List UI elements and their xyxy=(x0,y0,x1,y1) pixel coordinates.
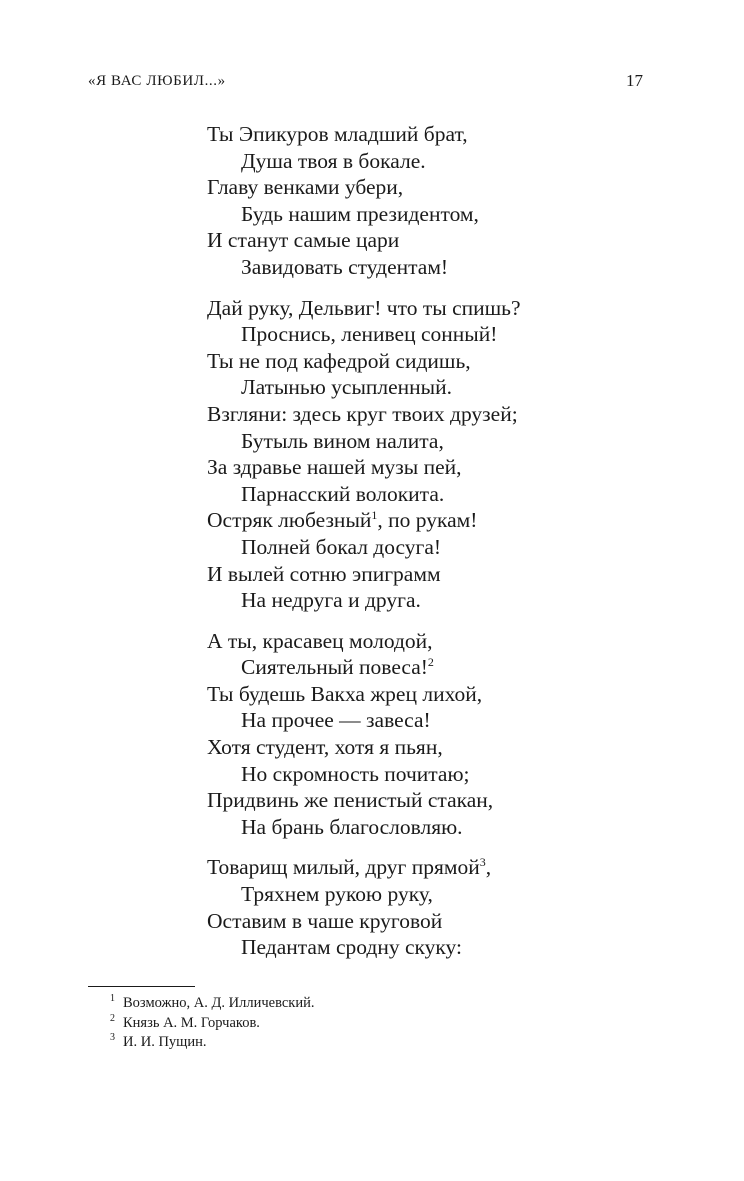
stanza-1 xyxy=(207,121,667,281)
footnote-1 xyxy=(110,994,314,1014)
stanza-2 xyxy=(207,295,667,614)
verse-line: На прочее — завеса! xyxy=(241,708,431,733)
footnote-mark: 3 xyxy=(110,1032,115,1044)
footnote-ref-1[interactable]: 1 xyxy=(371,508,378,523)
verse-line xyxy=(207,854,667,881)
verse-line: Придвинь же пенистый стакан, xyxy=(207,788,494,813)
verse-line: Завидовать студентам! xyxy=(241,254,449,279)
verse-line: Ты будешь Вакха жрец лихой, xyxy=(207,681,483,706)
footnote-text: Князь А. М. Горчаков. xyxy=(123,1014,260,1031)
footnote-text: И. И. Пущин. xyxy=(123,1034,207,1050)
verse-text: , по рукам! xyxy=(377,508,478,533)
poem xyxy=(207,121,667,975)
verse-line xyxy=(207,507,667,534)
verse-line: Душа твоя в бокале. xyxy=(241,148,426,173)
verse-line xyxy=(207,654,667,681)
stanza-3 xyxy=(207,628,667,841)
verse-line: Дай руку, Дельвиг! что ты спишь? xyxy=(207,295,521,320)
verse-text: Сиятельный повеса! xyxy=(241,655,428,680)
running-head: «Я ВАС ЛЮБИЛ...» xyxy=(88,73,226,89)
verse-line: Бутыль вином налита, xyxy=(241,428,444,453)
footnotes xyxy=(110,994,314,1053)
verse-text: , xyxy=(485,855,492,880)
verse-line: Полней бокал досуга! xyxy=(241,534,442,559)
page-number: 17 xyxy=(626,71,643,90)
verse-line: Хотя студент, хотя я пьян, xyxy=(207,735,443,760)
verse-line: А ты, красавец молодой, xyxy=(207,628,433,653)
footnote-2 xyxy=(110,1014,314,1034)
footnote-mark: 2 xyxy=(110,1012,115,1024)
verse-text: Товарищ милый, друг прямой xyxy=(207,855,480,880)
footnote-text: Возможно, А. Д. Илличевский. xyxy=(123,995,315,1011)
verse-line: Педантам сродну скуку: xyxy=(241,935,462,960)
footnote-divider xyxy=(88,986,195,987)
footnote-ref-2[interactable]: 2 xyxy=(427,655,434,670)
verse-line: И станут самые цари xyxy=(207,228,400,253)
footnote-3 xyxy=(110,1033,314,1053)
verse-line: Латынью усыпленный. xyxy=(241,375,453,400)
verse-line: Ты не под кафедрой сидишь, xyxy=(207,348,471,373)
verse-text: Остряк любезный xyxy=(207,508,372,533)
verse-line: На брань благословляю. xyxy=(241,814,463,839)
verse-line: Но скромность почитаю; xyxy=(241,761,470,786)
stanza-4 xyxy=(207,854,667,960)
footnote-mark: 1 xyxy=(110,993,115,1005)
verse-line: Тряхнем рукою руку, xyxy=(241,882,433,907)
verse-line: На недруга и друга. xyxy=(241,588,421,613)
verse-line: Проснись, ленивец сонный! xyxy=(241,322,498,347)
verse-line: За здравье нашей музы пей, xyxy=(207,455,462,480)
footnote-ref-3[interactable]: 3 xyxy=(479,855,486,870)
verse-line: Главу венками убери, xyxy=(207,175,404,200)
verse-line: Ты Эпикуров младший брат, xyxy=(207,122,468,146)
verse-line: И вылей сотню эпиграмм xyxy=(207,561,441,586)
verse-line: Парнасский волокита. xyxy=(241,481,445,506)
verse-line: Взгляни: здесь круг твоих друзей; xyxy=(207,401,518,426)
verse-line: Оставим в чаше круговой xyxy=(207,908,443,933)
verse-line: Будь нашим президентом, xyxy=(241,201,479,226)
